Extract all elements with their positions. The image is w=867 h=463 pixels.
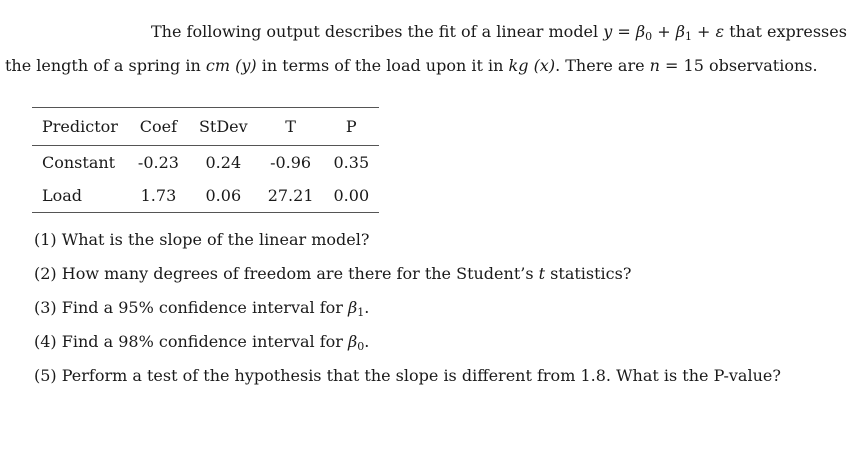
model-equation: $y = \beta_0 + \beta_1 + \varepsilon$: [603, 22, 725, 43]
cell: -0.96: [270, 153, 312, 172]
cell: 1.73: [140, 186, 177, 205]
question-3: (3) Find a 95% confidence interval for $\beta_1$.: [34, 298, 370, 319]
question-5: (5) Perform a test of the hypothesis that the slope is different from 1.8. What is the P-value?: [34, 366, 781, 385]
cell: Load: [42, 186, 83, 205]
regression-table: [32, 107, 379, 213]
cell: Constant: [42, 153, 116, 172]
header-stdev: StDev: [198, 117, 248, 136]
header-p: P: [345, 117, 357, 136]
cell: 0.24: [205, 153, 242, 172]
intro-text-1-end: that expresses: [729, 22, 847, 41]
table-header-row: [32, 108, 379, 146]
question-4-text: (4) Find a 98% confidence interval for: [34, 332, 343, 351]
table-row: [32, 146, 379, 180]
table-row: [32, 179, 379, 213]
question-4: (4) Find a 98% confidence interval for $\beta_0$.: [34, 332, 370, 353]
cell: -0.23: [137, 153, 179, 172]
header-predictor: Predictor: [42, 117, 118, 136]
n-value: 15: [683, 56, 704, 75]
question-2-text-b: statistics?: [550, 264, 632, 283]
question-1: (1) What is the slope of the linear model?: [34, 230, 370, 249]
question-2-text-a: (2) How many degrees of freedom are there for the Student’s: [34, 264, 534, 283]
intro-text-2c: . There are: [555, 56, 645, 75]
var-x: (x): [533, 56, 556, 75]
cell: 27.21: [267, 186, 314, 205]
unit-kg: kg: [508, 56, 529, 75]
var-y: (y): [235, 56, 257, 75]
intro-text-2a: the length of a spring in: [5, 56, 201, 75]
intro-text-1: The following output describes the fit of a linear model: [151, 22, 599, 41]
cell: 0.06: [205, 186, 242, 205]
n-symbol: n: [649, 56, 660, 75]
cell: 0.35: [333, 153, 370, 172]
question-2: (2) How many degrees of freedom are there for the Student’s t statistics?: [34, 264, 632, 283]
header-t: T: [285, 117, 296, 136]
cell: 0.00: [333, 186, 370, 205]
intro-text-2b: in terms of the load upon it in: [261, 56, 504, 75]
header-coef: Coef: [139, 117, 178, 136]
question-3-text: (3) Find a 95% confidence interval for: [34, 298, 343, 317]
intro-text-2d: observations.: [709, 56, 818, 75]
intro-line-2: the length of a spring in cm (y) in terms of the load upon it in kg (x). There are n = 15 observations.: [5, 56, 818, 75]
intro-line-1: [151, 22, 847, 41]
unit-cm: cm: [205, 56, 231, 75]
